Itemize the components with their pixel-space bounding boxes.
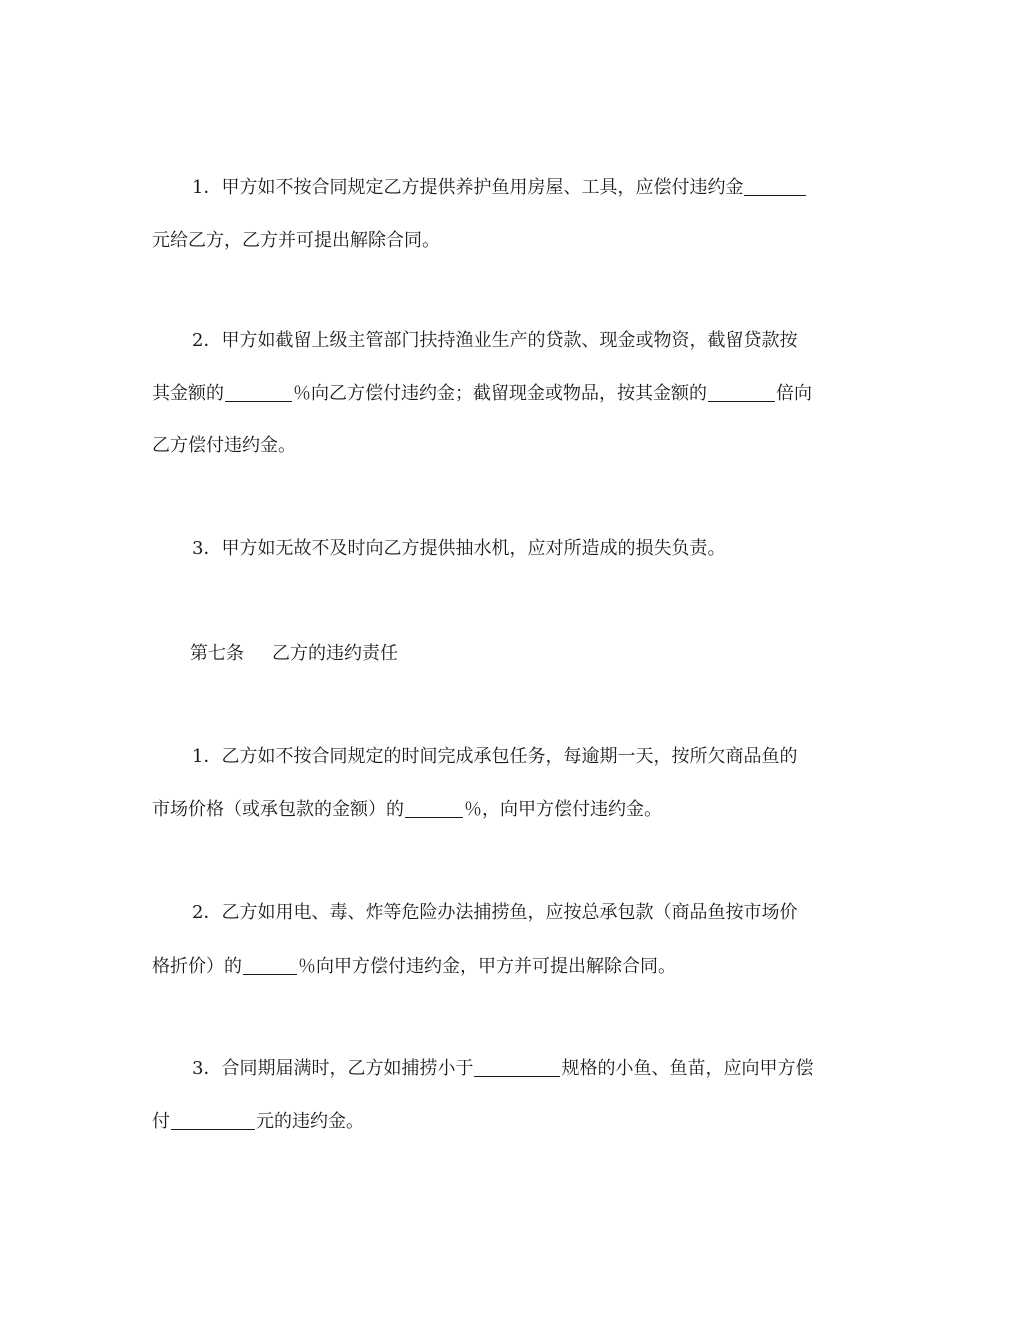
blank-small-fish-penalty (171, 1109, 255, 1130)
clause7-heading (0, 641, 1020, 667)
clause6-item2-line1 (0, 328, 1020, 354)
item-number: 1． (192, 746, 222, 767)
clause7-item3-line1 (0, 1056, 1020, 1082)
clause6-item2-text: 甲方如截留上级主管部门扶持渔业生产的贷款、现金或物资，截留贷款按 (221, 330, 798, 351)
item-number: 2． (192, 330, 222, 351)
clause6-item1-line2 (0, 228, 1020, 254)
clause7-title: 乙方的违约责任 (272, 643, 398, 664)
clause6-item2-text-b: ％向乙方偿付违约金；截留现金或物品，按其金额的 (293, 383, 707, 404)
clause6-item2-text-c: 倍向 (776, 383, 812, 404)
blank-dangerous-fishing-percent (243, 954, 297, 975)
clause7-item1-line2 (0, 797, 1020, 823)
clause7-item3-text-c: 付 (152, 1111, 170, 1132)
blank-loan-percent (225, 381, 292, 402)
clause6-item2-line3 (0, 433, 1020, 459)
clause6-item2-text-a: 其金额的 (152, 383, 224, 404)
clause7-item3-line2 (0, 1109, 1020, 1135)
clause7-item3-text-a: 合同期届满时，乙方如捕捞小于 (221, 1058, 474, 1079)
blank-overdue-percent (405, 797, 463, 818)
clause7-item2-text-a: 格折价）的 (152, 956, 242, 977)
clause7-number: 第七条 (190, 643, 244, 664)
clause7-item2-text-b: ％向甲方偿付违约金，甲方并可提出解除合同。 (298, 956, 676, 977)
clause6-item1-line1 (0, 175, 1020, 201)
clause6-item3-text: 甲方如无故不及时向乙方提供抽水机，应对所造成的损失负责。 (221, 538, 726, 559)
blank-penalty-amount (744, 175, 806, 196)
clause7-item2-text: 乙方如用电、毒、炸等危险办法捕捞鱼，应按总承包款（商品鱼按市场价 (221, 902, 798, 923)
clause7-item3-text-b: 规格的小鱼、鱼苗，应向甲方偿 (561, 1058, 814, 1079)
clause7-item1-line1 (0, 744, 1020, 770)
blank-cash-multiple (708, 381, 775, 402)
item-number: 3． (192, 538, 222, 559)
item-number: 1． (192, 177, 222, 198)
clause7-item1-text: 乙方如不按合同规定的时间完成承包任务，每逾期一天，按所欠商品鱼的 (221, 746, 798, 767)
clause6-item2-line2 (0, 381, 1020, 407)
clause6-item1-text-cont: 元给乙方，乙方并可提出解除合同。 (152, 230, 440, 251)
item-number: 2． (192, 902, 222, 923)
clause6-item3-line1 (0, 536, 1020, 562)
clause7-item2-line2 (0, 954, 1020, 980)
item-number: 3． (192, 1058, 222, 1079)
blank-fish-size-spec (474, 1056, 560, 1077)
clause6-item1-text: 甲方如不按合同规定乙方提供养护鱼用房屋、工具，应偿付违约金 (221, 177, 744, 198)
clause6-item2-text-d: 乙方偿付违约金。 (152, 435, 296, 456)
clause7-item1-text-b: ％，向甲方偿付违约金。 (464, 799, 662, 820)
clause7-item2-line1 (0, 900, 1020, 926)
clause7-item1-text-a: 市场价格（或承包款的金额）的 (152, 799, 404, 820)
clause7-item3-text-d: 元的违约金。 (256, 1111, 364, 1132)
